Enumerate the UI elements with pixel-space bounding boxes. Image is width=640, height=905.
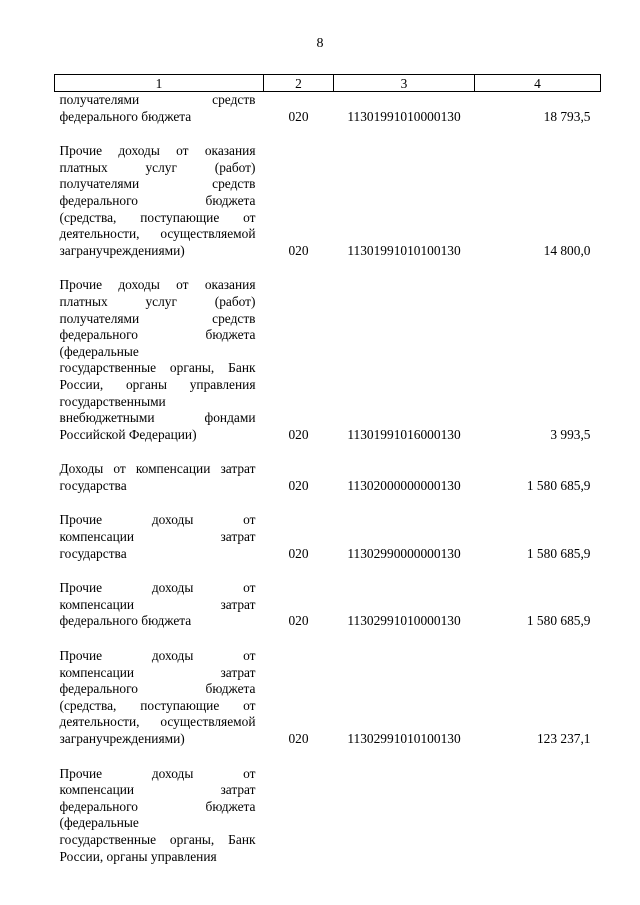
description-line: государственные органы, Банк	[59, 360, 256, 376]
description-line: государственные органы, Банк	[59, 831, 256, 847]
description-line: загранучреждениями)	[59, 731, 185, 746]
budget-classification-code: 11302000000000130	[347, 477, 461, 493]
amount-value: 1 580 685,9	[526, 613, 591, 629]
description-line: получателями средств	[59, 176, 256, 192]
description-line: (средства, поступающие от	[59, 697, 256, 713]
description-line: России, органы управления	[59, 848, 217, 864]
spacer-cell	[55, 125, 601, 143]
budget-classification-code: 11301991010100130	[347, 242, 461, 258]
table-row	[55, 648, 601, 748]
description-line: компенсации затрат	[59, 782, 256, 798]
income-description	[55, 461, 264, 494]
table-row	[55, 92, 601, 126]
row-spacer	[55, 630, 601, 648]
description-line: компенсации затрат	[59, 596, 256, 612]
income-description	[55, 92, 264, 126]
admin-code: 020	[288, 477, 309, 493]
spacer-cell	[55, 494, 601, 512]
income-description	[55, 580, 264, 630]
income-description	[55, 277, 264, 443]
amount-value: 18 793,5	[543, 108, 591, 124]
description-line: получателями средств	[59, 310, 256, 326]
income-description	[55, 648, 264, 748]
budget-classification-code: 11302991010100130	[347, 731, 461, 746]
spacer-cell	[55, 630, 601, 648]
description-line: внебюджетными фондами	[59, 410, 256, 426]
description-line: России, органы управления	[59, 376, 256, 392]
column-header-1: 1	[55, 75, 264, 92]
amount-value: 3 993,5	[550, 426, 591, 442]
description-line: федерального бюджета	[59, 613, 192, 629]
description-line: Прочие доходы от	[59, 765, 256, 781]
column-header-3: 3	[334, 75, 475, 92]
description-line: федерального бюджета	[59, 681, 256, 697]
table-row	[55, 277, 601, 443]
description-line: Доходы от компенсации затрат	[59, 461, 256, 477]
table-header-row	[55, 75, 601, 92]
admin-code: 020	[288, 242, 309, 258]
description-line: Российской Федерации)	[59, 426, 197, 442]
table-row	[55, 143, 601, 259]
description-line: компенсации затрат	[59, 529, 256, 545]
admin-code: 020	[288, 613, 309, 629]
spacer-cell	[55, 259, 601, 277]
description-line: Прочие доходы от	[59, 512, 256, 528]
budget-table	[54, 74, 601, 865]
admin-code: 020	[288, 545, 309, 561]
amount-value: 123 237,1	[536, 731, 591, 746]
description-line: государственными	[59, 393, 166, 409]
description-line: государства	[59, 545, 127, 561]
spacer-cell	[55, 443, 601, 461]
amount-value: 14 800,0	[543, 242, 591, 258]
description-line: федерального бюджета	[59, 108, 192, 124]
table-row	[55, 766, 601, 866]
description-line: компенсации затрат	[59, 664, 256, 680]
description-line: загранучреждениями)	[59, 242, 185, 258]
description-line: Прочие доходы от	[59, 580, 256, 596]
column-header-4: 4	[475, 75, 601, 92]
description-line: Прочие доходы от оказания	[59, 277, 256, 293]
amount-value: 1 580 685,9	[526, 477, 591, 493]
description-line: федерального бюджета	[59, 798, 256, 814]
budget-classification-code: 11302991010000130	[347, 613, 461, 629]
income-description	[55, 766, 264, 866]
row-spacer	[55, 494, 601, 512]
spacer-cell	[55, 562, 601, 580]
budget-classification-code: 11301991016000130	[347, 426, 461, 442]
row-spacer	[55, 125, 601, 143]
description-line: федерального бюджета	[59, 192, 256, 208]
amount-value: 1 580 685,9	[526, 545, 591, 561]
description-line: (средства, поступающие от	[59, 209, 256, 225]
admin-code: 020	[288, 108, 309, 124]
row-spacer	[55, 562, 601, 580]
page-number: 8	[316, 36, 324, 51]
description-line: получателями средств	[59, 92, 256, 107]
description-line: деятельности, осуществляемой	[59, 226, 256, 242]
table-row	[55, 580, 601, 630]
admin-code: 020	[288, 731, 309, 746]
admin-code: 020	[288, 426, 309, 442]
description-line: деятельности, осуществляемой	[59, 714, 256, 730]
description-line: федерального бюджета	[59, 327, 256, 343]
row-spacer	[55, 748, 601, 766]
budget-classification-code	[334, 766, 475, 866]
spacer-cell	[55, 748, 601, 766]
income-description	[55, 512, 264, 562]
description-line: платных услуг (работ)	[59, 293, 256, 309]
amount-value	[475, 766, 601, 866]
description-line: Прочие доходы от оказания	[59, 143, 256, 159]
description-line: (федеральные	[59, 343, 139, 359]
description-line: государства	[59, 477, 127, 493]
table-row	[55, 512, 601, 562]
description-line: платных услуг (работ)	[59, 159, 256, 175]
budget-classification-code: 11302990000000130	[347, 545, 461, 561]
budget-classification-code: 11301991010000130	[347, 108, 461, 124]
row-spacer	[55, 259, 601, 277]
income-description	[55, 143, 264, 259]
table-row	[55, 461, 601, 494]
row-spacer	[55, 443, 601, 461]
admin-code	[264, 766, 334, 866]
column-header-2: 2	[264, 75, 334, 92]
description-line: Прочие доходы от	[59, 648, 256, 664]
description-line: (федеральные	[59, 815, 139, 831]
